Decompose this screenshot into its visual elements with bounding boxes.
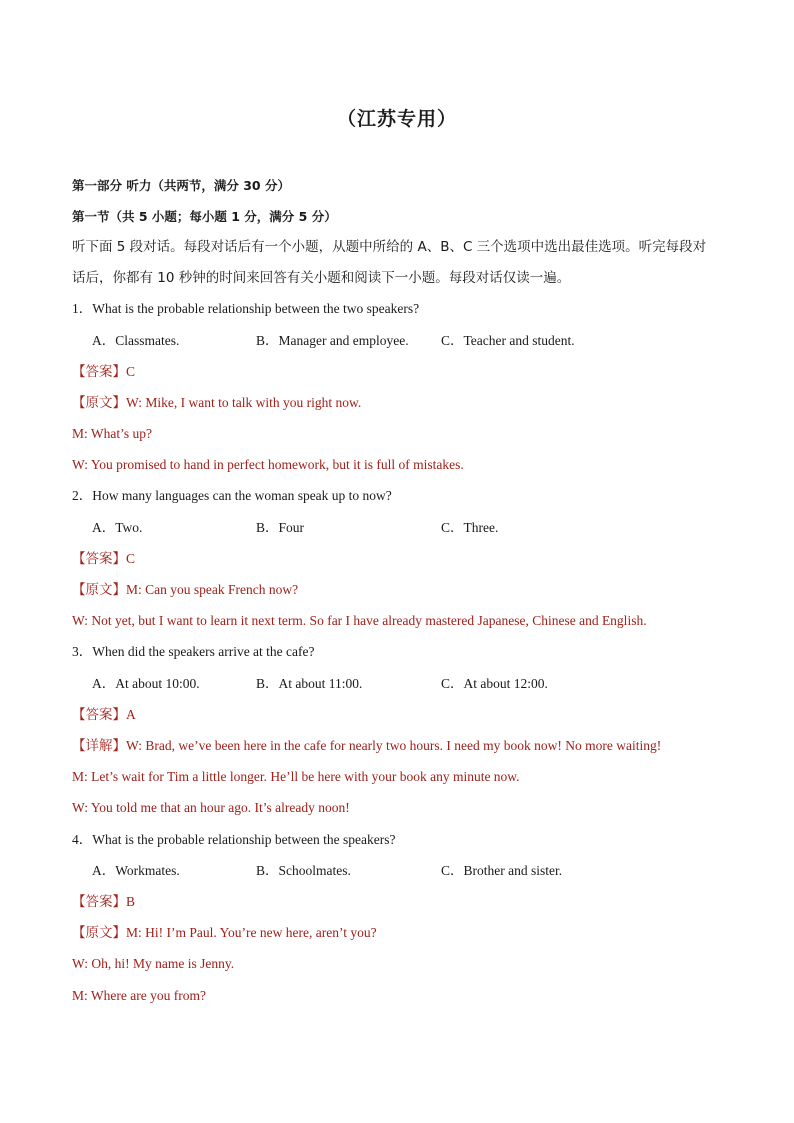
question-2-option-a: A．Two.: [92, 520, 143, 535]
transcript-tag: 【详解】: [72, 738, 126, 754]
question-1-stem: 1．What is the probable relationship between the two speakers?: [72, 301, 420, 316]
question-1-transcript-line-2: M: What’s up?: [72, 426, 152, 441]
question-1-transcript-line-3: W: You promised to hand in perfect homework, but it is full of mistakes.: [72, 457, 464, 472]
question-2-transcript-line-1: [72, 580, 298, 600]
transcript-tag: 【原文】: [72, 395, 126, 411]
answer-value: A: [126, 707, 136, 722]
question-3-option-b: B．At about 11:00.: [256, 676, 363, 691]
question-3-option-a: A．At about 10:00.: [92, 676, 200, 691]
instructions-line-1: 听下面 5 段对话。每段对话后有一个小题，从题中所给的 A、B、C 三个选项中选出最佳选项。听完每段对: [72, 239, 707, 255]
answer-value: B: [126, 894, 136, 909]
page-title: （江苏专用）: [336, 108, 457, 130]
question-1-answer: [72, 362, 135, 382]
instructions-line-2: 话后，你都有 10 秒钟的时间来回答有关小题和阅读下一小题。每段对话仅读一遍。: [72, 270, 571, 286]
question-4-option-c: C．Brother and sister.: [441, 863, 563, 878]
part-heading: 第一部分 听力（共两节，满分 30 分）: [72, 178, 290, 193]
answer-tag: 【答案】: [72, 364, 126, 380]
question-2-answer: [72, 549, 135, 569]
question-4-option-b: B．Schoolmates.: [256, 863, 351, 878]
answer-tag: 【答案】: [72, 894, 126, 910]
transcript-text: W: Brad, we’ve been here in the cafe for nearly two hours. I need my book now! No more waiting!: [126, 738, 662, 753]
subsection-heading: 第一节（共 5 小题；每小题 1 分，满分 5 分）: [72, 209, 337, 224]
transcript-text: W: Mike, I want to talk with you right now.: [126, 395, 362, 410]
question-2-stem: 2．How many languages can the woman speak up to now?: [72, 488, 392, 503]
question-2-option-b: B．Four: [256, 520, 305, 535]
question-2-option-c: C．Three.: [441, 520, 499, 535]
question-3-answer: [72, 705, 136, 725]
answer-tag: 【答案】: [72, 707, 126, 723]
question-4-answer: [72, 892, 135, 912]
question-4-transcript-line-1: [72, 923, 377, 943]
question-3-stem: 3．When did the speakers arrive at the cafe?: [72, 644, 315, 659]
question-4-transcript-line-3: M: Where are you from?: [72, 988, 206, 1003]
answer-tag: 【答案】: [72, 551, 126, 567]
question-3-option-c: C．At about 12:00.: [441, 676, 548, 691]
question-1-option-c: C．Teacher and student.: [441, 333, 575, 348]
question-3-transcript-line-2: M: Let’s wait for Tim a little longer. He’ll be here with your book any minute now.: [72, 769, 520, 784]
question-3-transcript-line-3: W: You told me that an hour ago. It’s already noon!: [72, 800, 350, 815]
transcript-tag: 【原文】: [72, 925, 126, 941]
question-4-stem: 4．What is the probable relationship between the speakers?: [72, 832, 396, 847]
answer-value: C: [126, 551, 136, 566]
transcript-text: M: Hi! I’m Paul. You’re new here, aren’t you?: [126, 925, 377, 940]
question-3-transcript-line-1: [72, 736, 661, 756]
question-4-transcript-line-2: W: Oh, hi! My name is Jenny.: [72, 956, 235, 971]
transcript-text: M: Can you speak French now?: [126, 582, 299, 597]
transcript-tag: 【原文】: [72, 582, 126, 598]
answer-value: C: [126, 364, 136, 379]
question-2-transcript-line-2: W: Not yet, but I want to learn it next term. So far I have already mastered Japanese, Chinese and English.: [72, 613, 647, 628]
question-1-option-a: A．Classmates.: [92, 333, 180, 348]
question-4-option-a: A．Workmates.: [92, 863, 180, 878]
question-1-option-b: B．Manager and employee.: [256, 333, 409, 348]
question-1-transcript-line-1: [72, 393, 361, 413]
